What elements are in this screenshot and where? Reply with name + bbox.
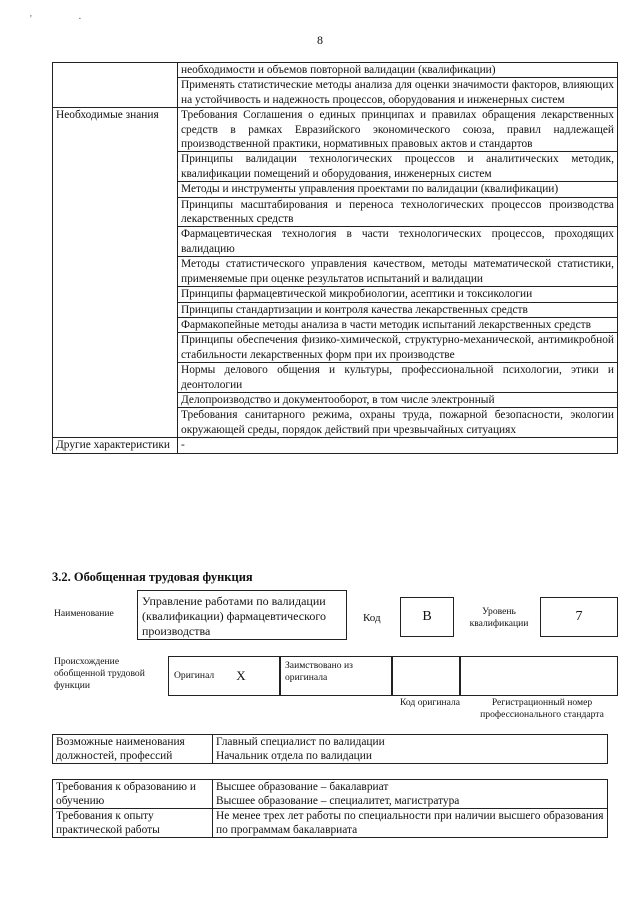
table-row bbox=[53, 108, 618, 152]
origin-row bbox=[168, 656, 618, 696]
education-label: Требования к образованию и обучению bbox=[53, 780, 213, 809]
skills-category-cell bbox=[53, 63, 178, 108]
origin-reg-number-cell bbox=[460, 656, 618, 696]
origin-original-cell bbox=[168, 656, 280, 696]
skills-knowledge-table bbox=[52, 62, 618, 454]
knowledge-item: Принципы обеспечения физико-химической, структурно-механической, антимикробной стабильности лекарственных форм при их производстве bbox=[178, 333, 618, 363]
origin-reg-caption: Регистрационный номер профессионального стандарта bbox=[480, 697, 604, 720]
knowledge-item: Требования санитарного режима, охраны труда, пожарной безопасности, экологии окружающей среды, порядок действий при чрезвычайных ситуациях bbox=[178, 408, 618, 438]
table-row bbox=[53, 809, 608, 838]
page-number: 8 bbox=[317, 33, 323, 47]
origin-original-label: Оригинал bbox=[174, 670, 215, 681]
knowledge-item: Принципы масштабирования и переноса технологических процессов производства лекарственных средств bbox=[178, 197, 618, 227]
knowledge-item: Принципы стандартизации и контроля качества лекарственных средств bbox=[178, 302, 618, 317]
positions-table bbox=[52, 734, 608, 764]
education-item: Высшее образование – специалитет, магистратура bbox=[216, 795, 460, 807]
position-item: Начальник отдела по валидации bbox=[216, 750, 372, 762]
knowledge-item: Принципы валидации технологических процессов и аналитических методик, квалификации помещений и оборудования, инженерных систем bbox=[178, 152, 618, 182]
code-label: Код bbox=[363, 612, 381, 624]
origin-code-caption: Код оригинала bbox=[399, 697, 461, 708]
table-row bbox=[53, 63, 618, 78]
knowledge-item: Нормы делового общения и культуры, профессиональной психологии, этики и деонтологии bbox=[178, 363, 618, 393]
requirements-table bbox=[52, 779, 608, 838]
code-value-box: B bbox=[400, 597, 454, 637]
other-characteristics-value: - bbox=[178, 438, 618, 453]
education-values bbox=[213, 780, 608, 809]
skill-item: Применять статистические методы анализа для оценки значимости факторов, влияющих на устойчивость и надежность процессов, оборудования и инженерных систем bbox=[178, 78, 618, 108]
skill-item: необходимости и объемов повторной валидации (квалификации) bbox=[178, 63, 618, 78]
knowledge-item: Делопроизводство и документооборот, в том числе электронный bbox=[178, 392, 618, 407]
positions-label: Возможные наименования должностей, профессий bbox=[53, 735, 213, 764]
positions-values bbox=[213, 735, 608, 764]
level-value-box: 7 bbox=[540, 597, 618, 637]
section-title: 3.2. Обобщенная трудовая функция bbox=[52, 570, 253, 584]
education-item: Высшее образование – бакалавриат bbox=[216, 781, 389, 793]
table-row bbox=[53, 438, 618, 453]
position-item: Главный специалист по валидации bbox=[216, 736, 385, 748]
knowledge-item: Фармацевтическая технология в части технологических процессов, проходящих валидацию bbox=[178, 227, 618, 257]
knowledge-label: Необходимые знания bbox=[53, 108, 178, 438]
knowledge-item: Требования Соглашения о единых принципах и правилах обращения лекарственных средств в рамках Евразийского экономического союза, правил надлежащей производственной практики, нормативных правовых актов и стандартов bbox=[178, 108, 618, 152]
experience-value: Не менее трех лет работы по специальности при наличии высшего образования по программам бакалавриата bbox=[213, 809, 608, 838]
level-label: Уровень квалификации bbox=[469, 606, 529, 629]
knowledge-item: Принципы фармацевтической микробиологии, асептики и токсикологии bbox=[178, 287, 618, 302]
origin-borrowed-cell: Заимствовано из оригинала bbox=[280, 656, 392, 696]
knowledge-item: Методы и инструменты управления проектами по валидации (квалификации) bbox=[178, 182, 618, 197]
name-label: Наименование bbox=[54, 608, 114, 619]
experience-label: Требования к опыту практической работы bbox=[53, 809, 213, 838]
knowledge-item: Методы статистического управления качеством, методы математической статистики, применяемые при оценке результатов испытаний и валидации bbox=[178, 257, 618, 287]
scan-marks: ' · bbox=[30, 14, 104, 25]
knowledge-item: Фармакопейные методы анализа в части методик испытаний лекарственных средств bbox=[178, 317, 618, 332]
origin-label: Происхождение обобщенной трудовой функции bbox=[54, 656, 145, 691]
table-row bbox=[53, 780, 608, 809]
function-name-box: Управление работами по валидации (квалификации) фармацевтического производства bbox=[137, 590, 347, 640]
table-row bbox=[53, 735, 608, 764]
origin-code-cell bbox=[392, 656, 460, 696]
other-characteristics-label: Другие характеристики bbox=[53, 438, 178, 453]
origin-original-mark: X bbox=[236, 668, 246, 683]
